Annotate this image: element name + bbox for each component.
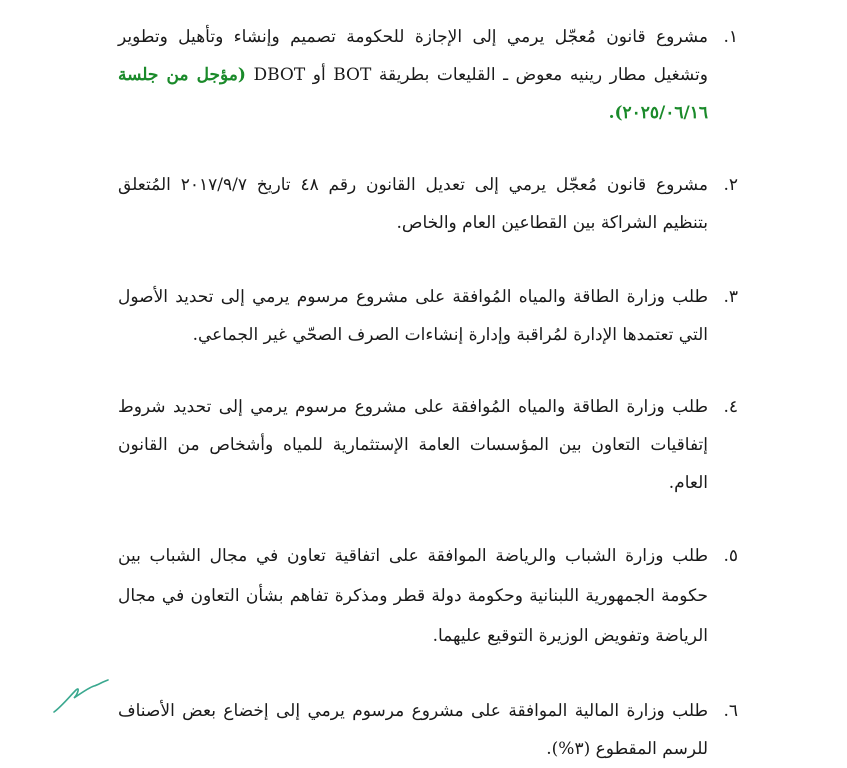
- item-text: مشروع قانون مُعجّل يرمي إلى الإجازة للحكومة تصميم وإنشاء وتأهيل وتطوير وتشغيل مطار رينيه معوض ـ القليعات بطريقة BOT أو DBOT: [118, 27, 708, 85]
- item-number: ٢.: [723, 175, 738, 195]
- item-text: طلب وزارة الطاقة والمياه المُوافقة على مشروع مرسوم يرمي إلى تحديد شروط إتفاقيات التعاون بين المؤسسات العامة الإستثمارية للمياه وأشخاص من القانون العام.: [118, 397, 708, 493]
- item-text: طلب وزارة المالية الموافقة على مشروع مرسوم يرمي إلى إخضاع بعض الأصناف للرسم المقطوع (٣%).: [118, 701, 708, 759]
- agenda-item-5: [118, 536, 738, 656]
- agenda-item-6: [118, 692, 738, 768]
- item-number: ٣.: [723, 287, 738, 307]
- agenda-item-3: [118, 278, 738, 354]
- agenda-item-4: [118, 388, 738, 502]
- postponed-note: (مؤجل من جلسة ٢٠٢٥/٠٦/١٦).: [118, 65, 708, 123]
- item-text: طلب وزارة الطاقة والمياه المُوافقة على مشروع مرسوم يرمي إلى تحديد الأصول التي تعتمدها الإدارة لمُراقبة وإدارة إنشاءات الصرف الصحّي غير الجماعي.: [118, 287, 708, 345]
- item-text: طلب وزارة الشباب والرياضة الموافقة على اتفاقية تعاون في مجال الشباب بين حكومة الجمهورية اللبنانية وحكومة دولة قطر ومذكرة تفاهم بشأن التعاون في مجال الرياضة وتفويض الوزيرة التوقيع عليهما.: [118, 546, 708, 646]
- item-text: مشروع قانون مُعجّل يرمي إلى تعديل القانون رقم ٤٨ تاريخ ٢٠١٧/٩/٧ المُتعلق بتنظيم الشراكة بين القطاعين العام والخاص.: [118, 175, 709, 233]
- agenda-item-2: [118, 166, 738, 242]
- item-number: ٤.: [723, 397, 738, 417]
- item-number: ٥.: [723, 546, 738, 566]
- item-number: ٦.: [723, 701, 738, 721]
- signature-initials: [52, 676, 112, 716]
- agenda-list: [118, 18, 738, 768]
- item-number: ١.: [723, 27, 738, 47]
- agenda-item-1: [118, 18, 738, 132]
